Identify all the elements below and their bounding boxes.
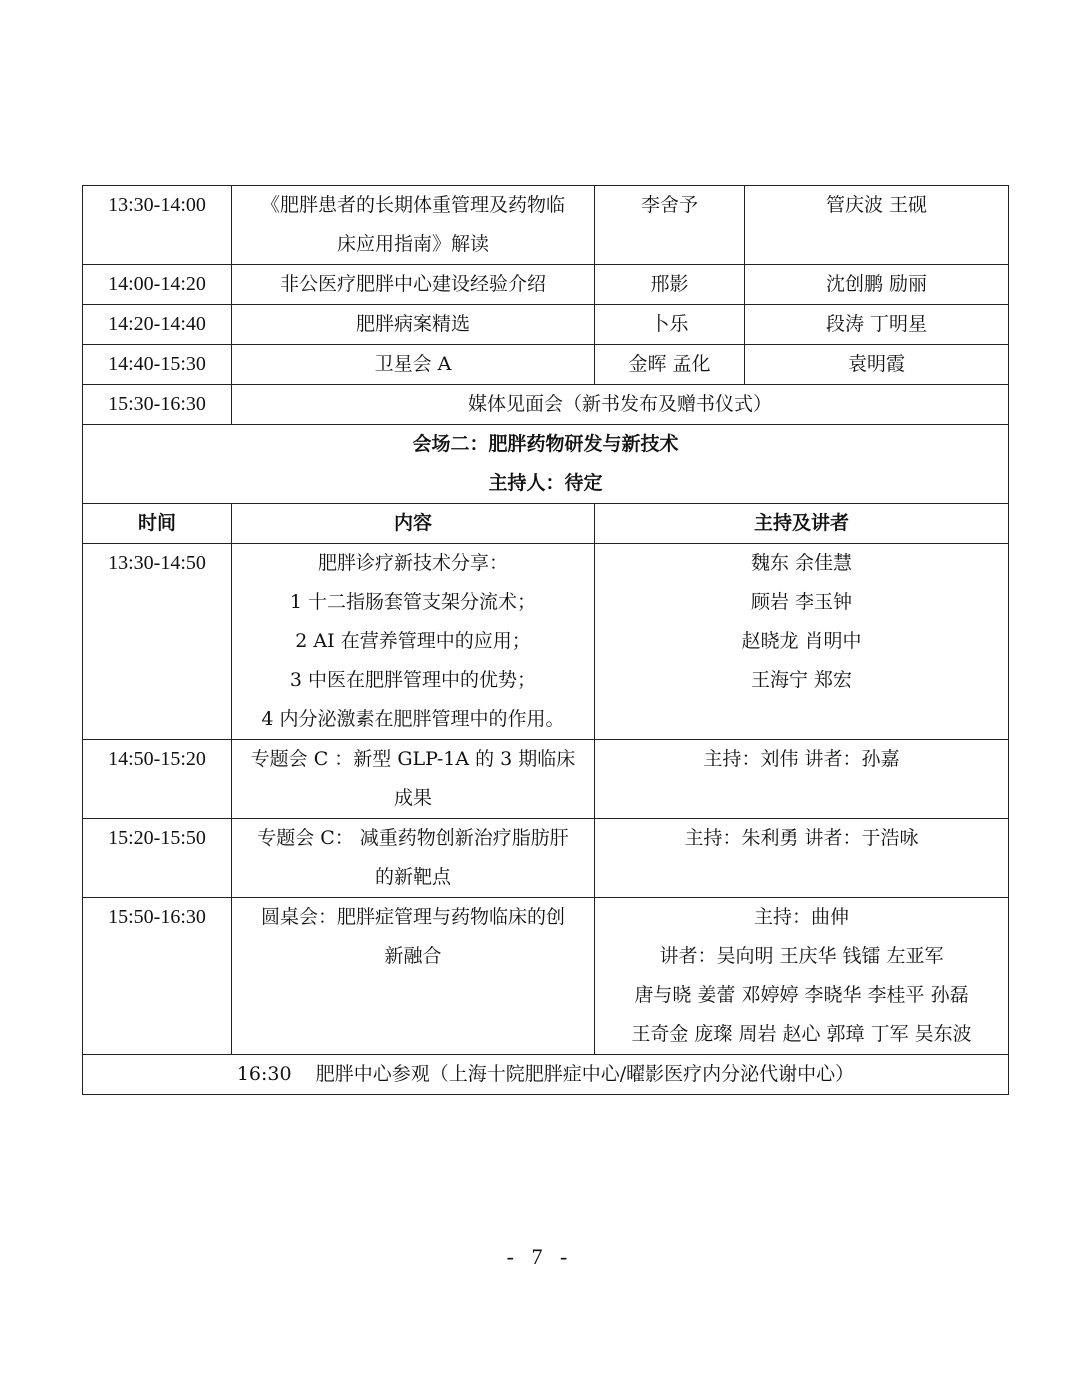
table-row-media bbox=[83, 385, 1009, 425]
table-row bbox=[83, 305, 1009, 345]
schedule-table bbox=[82, 185, 1009, 1095]
footer-visit-cell: 16:30 肥胖中心参观（上海十院肥胖症中心/曜影医疗内分泌代谢中心） bbox=[83, 1055, 1009, 1095]
speaker-cell: 邢影 bbox=[595, 265, 745, 305]
header-time: 时间 bbox=[83, 504, 232, 544]
content-cell: 专题会 C： 减重药物创新治疗脂肪肝 的新靶点 bbox=[232, 819, 595, 898]
host-cell: 段涛 丁明星 bbox=[745, 305, 1009, 345]
media-event-cell: 媒体见面会（新书发布及赠书仪式） bbox=[232, 385, 1009, 425]
content-cell: 非公医疗肥胖中心建设经验介绍 bbox=[232, 265, 595, 305]
hosts-cell: 主持：朱利勇 讲者：于浩咏 bbox=[595, 819, 1009, 898]
venue-title: 会场二：肥胖药物研发与新技术 bbox=[412, 433, 679, 455]
table-row bbox=[83, 898, 1009, 1055]
time-cell: 14:00-14:20 bbox=[83, 265, 232, 305]
table-row bbox=[83, 544, 1009, 740]
time-cell: 15:20-15:50 bbox=[83, 819, 232, 898]
speaker-cell: 李舍予 bbox=[595, 186, 745, 265]
time-cell: 15:50-16:30 bbox=[83, 898, 232, 1055]
speaker-cell: 卜乐 bbox=[595, 305, 745, 345]
table-row bbox=[83, 186, 1009, 265]
content-cell: 肥胖病案精选 bbox=[232, 305, 595, 345]
time-cell: 14:20-14:40 bbox=[83, 305, 232, 345]
host-cell: 沈创鹏 励丽 bbox=[745, 265, 1009, 305]
header-hosts: 主持及讲者 bbox=[595, 504, 1009, 544]
venue-moderator: 主持人：待定 bbox=[488, 472, 603, 494]
footer-row bbox=[83, 1055, 1009, 1095]
content-cell: 肥胖诊疗新技术分享： 1 十二指肠套管支架分流术； 2 AI 在营养管理中的应用； 3 中医在肥胖管理中的优势； 4 内分泌激素在肥胖管理中的作用。 bbox=[232, 544, 595, 740]
host-cell: 管庆波 王砚 bbox=[745, 186, 1009, 265]
venue-title-cell bbox=[83, 425, 1009, 504]
hosts-cell: 魏东 余佳慧 顾岩 李玉钟 赵晓龙 肖明中 王海宁 郑宏 bbox=[595, 544, 1009, 740]
content-cell: 卫星会 A bbox=[232, 345, 595, 385]
hosts-cell: 主持：刘伟 讲者：孙嘉 bbox=[595, 740, 1009, 819]
header-row bbox=[83, 504, 1009, 544]
speaker-cell: 金晖 孟化 bbox=[595, 345, 745, 385]
table-row bbox=[83, 740, 1009, 819]
host-cell: 袁明霞 bbox=[745, 345, 1009, 385]
venue-title-row bbox=[83, 425, 1009, 504]
table-row bbox=[83, 345, 1009, 385]
table-row bbox=[83, 819, 1009, 898]
content-cell: 专题会 C ：新型 GLP-1A 的 3 期临床 成果 bbox=[232, 740, 595, 819]
table-row bbox=[83, 265, 1009, 305]
time-cell: 14:50-15:20 bbox=[83, 740, 232, 819]
content-cell: 圆桌会：肥胖症管理与药物临床的创 新融合 bbox=[232, 898, 595, 1055]
header-content: 内容 bbox=[232, 504, 595, 544]
hosts-cell: 主持：曲伸 讲者：吴向明 王庆华 钱镭 左亚军 唐与晓 姜蕾 邓婷婷 李晓华 李桂平 孙磊 王奇金 庞璨 周岩 赵心 郭璋 丁军 吴东波 bbox=[595, 898, 1009, 1055]
time-cell: 13:30-14:00 bbox=[83, 186, 232, 265]
time-cell: 15:30-16:30 bbox=[83, 385, 232, 425]
page-number: - 7 - bbox=[506, 1244, 574, 1269]
content-cell: 《肥胖患者的长期体重管理及药物临 床应用指南》解读 bbox=[232, 186, 595, 265]
time-cell: 14:40-15:30 bbox=[83, 345, 232, 385]
time-cell: 13:30-14:50 bbox=[83, 544, 232, 740]
